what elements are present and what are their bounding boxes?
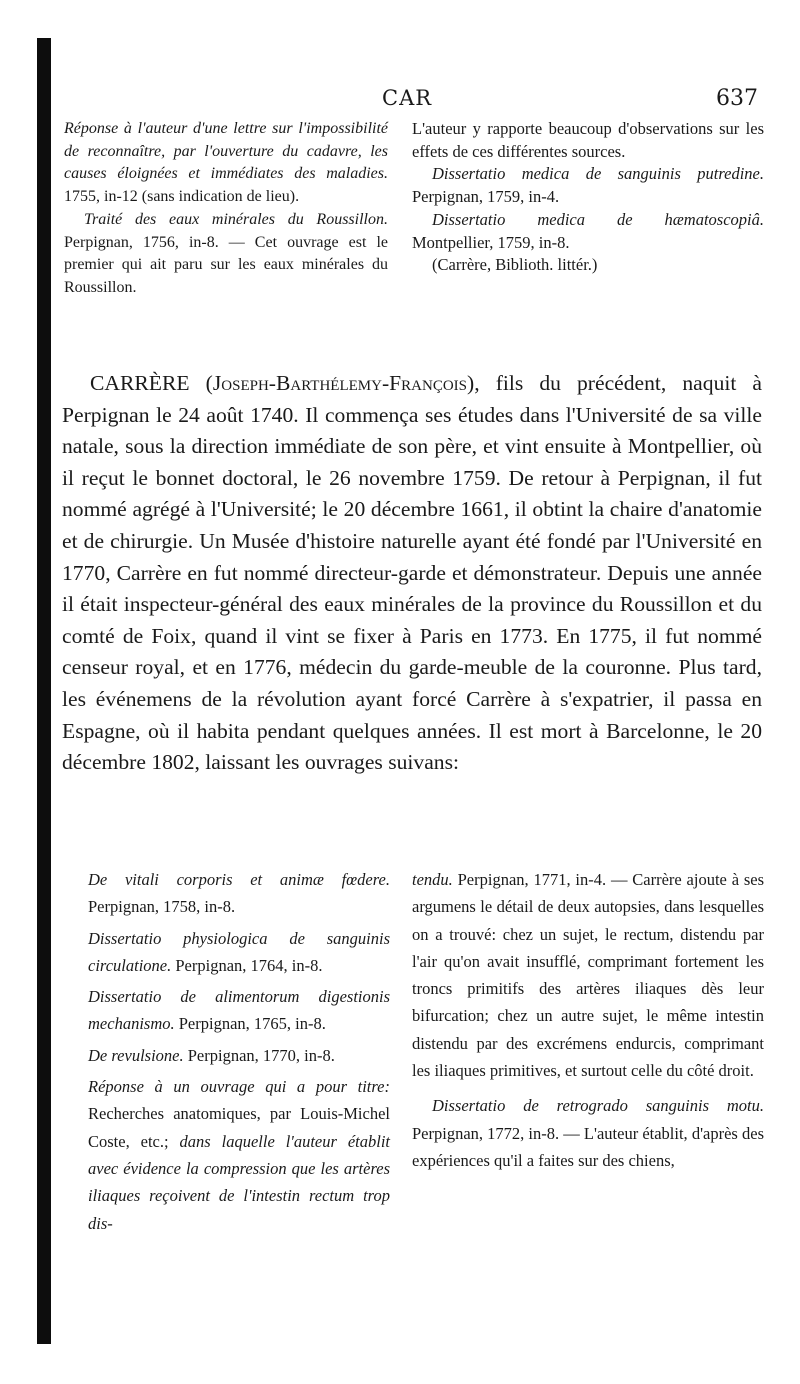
page-number: 637 xyxy=(716,86,758,111)
scan-edge-bar xyxy=(37,38,51,1344)
bottom-right-column xyxy=(412,866,764,1174)
entry-tendu-continuation: tendu. Perpignan, 1771, in-4. — Carrère ajoute à ses argumens le détail de deux autopsies, dans lesquelles on a trouvé: chez un sujet, le rectum, distendu par l'air qu'on avait insufflé, comprimant fortement les troncs primitifs des artères iliaques dès leur bifurcation; chez un autre sujet, le même intestin distendu par des excrémens endurcis, comprimant les iliaques primitives, et surtout celle du côté droit. xyxy=(412,870,765,1081)
entry-circulatione: Dissertatio physiologica de sanguinis circulatione. Perpignan, 1764, in-8. xyxy=(88,928,390,975)
running-title: CAR xyxy=(382,86,433,110)
top-right-column xyxy=(412,118,764,277)
biography-given-names: (Joseph-Barthélemy-François), xyxy=(205,371,480,395)
bottom-left-column xyxy=(88,866,390,1241)
entry-reponse-ouvrage: Réponse à un ouvrage qui a pour titre: Recherches anatomiques, par Louis-Michel Coste, etc.; dans laquelle l'auteur établit avec évidence la compression que les artères iliaques reçoivent de l'intestin rectum trop dis- xyxy=(88,1077,390,1233)
entry-traite-eaux: Traité des eaux minérales du Roussillon. Perpignan, 1756, in-8. — Cet ouvrage est le premier qui ait paru sur les eaux minérales du Roussillon. xyxy=(64,210,388,296)
biography-paragraph xyxy=(62,368,762,779)
biography-name: CARRÈRE xyxy=(90,371,190,395)
citation-note: (Carrère, Biblioth. littér.) xyxy=(432,255,598,275)
entry-digestionis: Dissertatio de alimentorum digestionis mechanismo. Perpignan, 1765, in-8. xyxy=(88,987,390,1034)
entry-retrogrado: Dissertatio de retrogrado sanguinis motu. Perpignan, 1772, in-8. — L'auteur établit, d'après des expériences qu'il a faites sur des chiens, xyxy=(412,1096,764,1170)
top-left-column xyxy=(64,118,388,300)
entry-de-vitali: De vitali corporis et animæ fœdere. Perpignan, 1758, in-8. xyxy=(88,870,390,917)
entry-sanguinis-putredine: Dissertatio medica de sanguinis putredine. Perpignan, 1759, in-4. xyxy=(412,164,764,207)
biography-text: fils du précédent, naquit à Perpignan le 24 août 1740. Il commença ses études dans l'Université de sa ville natale, sous la direction immédiate de son père, et vint ensuite à Montpellier, où il reçut le bonnet doctoral, le 26 novembre 1759. De retour à Perpignan, il fut nommé agrégé à l'Université; le 20 décembre 1661, il obtint la chaire d'anatomie et de chirurgie. Un Musée d'histoire naturelle ayant été fondé par l'Université en 1770, Carrère en fut nommé directeur-garde et démonstrateur. Depuis une année il était inspecteur-général des eaux minérales de la province du Roussillon et du comté de Foix, quand il vint se fixer à Paris en 1773. En 1775, il fut nommé censeur royal, et en 1776, médecin du garde-meuble de la couronne. Plus tard, les événemens de la révolution ayant forcé Carrère à s'expatrier, il passa en Espagne, où il habita pendant quelques années. Il est mort à Barcelonne, le 20 décembre 1802, laissant les ouvrages suivans: xyxy=(62,371,763,775)
entry-reponse-lettre: Réponse à l'auteur d'une lettre sur l'impossibilité de reconnaître, par l'ouverture du cadavre, les causes éloignées et immédiates des maladies. 1755, in-12 (sans indication de lieu). xyxy=(64,120,388,206)
entry-haematoscopia: Dissertatio medica de hæmatoscopiâ. Montpellier, 1759, in-8. xyxy=(412,209,764,252)
entry-continuation: L'auteur y rapporte beaucoup d'observations sur les effets de ces différentes sources. xyxy=(412,119,764,161)
entry-de-revulsione: De revulsione. Perpignan, 1770, in-8. xyxy=(88,1045,335,1065)
